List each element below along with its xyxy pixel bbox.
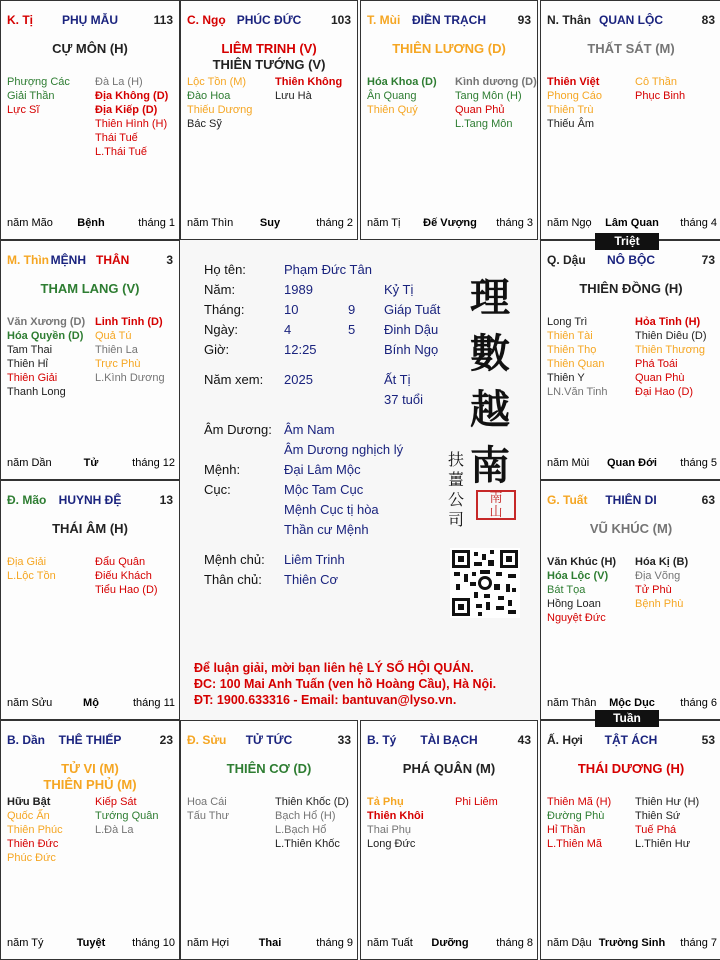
- star-column: [95, 555, 158, 597]
- amduong-value: Âm Nam: [284, 422, 335, 437]
- minor-star: Thái Tuế: [95, 132, 138, 144]
- palace-year: năm Hợi: [187, 937, 230, 949]
- palace-branch: N. Thân: [547, 13, 591, 27]
- minor-star: L.Tang Môn: [455, 118, 513, 130]
- minor-star: Bạch Hổ (H): [275, 810, 336, 822]
- minor-star: Tang Môn (H): [455, 90, 522, 102]
- main-stars: [365, 761, 533, 777]
- palace-year: năm Tý: [7, 937, 44, 949]
- minor-star: Bác Sỹ: [187, 118, 222, 130]
- palace-year: năm Thân: [547, 697, 597, 709]
- palace-name: TỬ TỨC: [245, 733, 293, 747]
- minor-star: L.Bạch Hổ: [275, 824, 327, 836]
- year-label: Năm:: [204, 282, 236, 297]
- day-can: Đinh Dậu: [384, 322, 439, 337]
- minor-star: Phá Toái: [635, 358, 678, 370]
- minor-star: Long Trì: [547, 316, 588, 328]
- minor-star: Thiên Không: [275, 76, 343, 88]
- minor-star: Thiên Tài: [547, 330, 593, 342]
- palace-cell: [0, 720, 180, 960]
- star-column: [95, 315, 165, 385]
- minor-star: Đà La (H): [95, 76, 143, 88]
- minor-star: L.Đà La: [95, 824, 134, 836]
- minor-star: Văn Xương (D): [7, 316, 86, 328]
- palace-phase: Suy: [259, 217, 281, 229]
- minor-star: Thiên Việt: [547, 76, 600, 88]
- palace-month: tháng 7: [680, 937, 717, 949]
- star-column: [367, 795, 424, 851]
- main-star: CỰ MÔN (H): [52, 41, 128, 56]
- palace-branch: B. Tý: [367, 733, 397, 747]
- palace-month: tháng 6: [680, 697, 717, 709]
- star-column: [635, 315, 707, 399]
- palace-footer: [547, 457, 717, 471]
- minor-star: Thiên Hình (H): [95, 118, 168, 130]
- palace-number: 3: [166, 253, 173, 267]
- palace-footer: [7, 457, 175, 471]
- minor-star: Hữu Bật: [7, 796, 51, 808]
- minor-star: Tuế Phá: [635, 824, 677, 836]
- main-star: THÁI ÂM (H): [52, 521, 128, 536]
- minor-star: Phúc Đức: [7, 852, 56, 864]
- main-star: THIÊN LƯƠNG (D): [392, 41, 506, 56]
- minor-star: Tướng Quân: [95, 810, 159, 822]
- palace-branch: M. Thìn: [7, 253, 49, 267]
- minor-star: Địa Không (D): [95, 90, 169, 102]
- main-star: THIÊN ĐỒNG (H): [579, 281, 683, 296]
- minor-star: Thiên Hỉ: [7, 358, 48, 370]
- star-column: [95, 795, 159, 837]
- minor-star: Điếu Khách: [95, 570, 152, 582]
- main-stars: [5, 521, 175, 537]
- minor-star: Thiên Giải: [7, 372, 58, 384]
- palace-name: THÊ THIẾP: [58, 733, 122, 747]
- palace-branch: T. Mùi: [367, 13, 401, 27]
- contact-block: [194, 660, 496, 708]
- palace-footer: [367, 937, 533, 951]
- year-can: Kỷ Tị: [384, 282, 414, 297]
- palace-name: PHÚC ĐỨC: [236, 13, 302, 27]
- minor-star: Thiên Y: [547, 372, 585, 384]
- palace-name: [7, 253, 173, 267]
- minor-star: Tử Phù: [635, 584, 672, 596]
- star-column: [7, 795, 63, 865]
- contact-line: Để luận giải, mời bạn liên hệ LÝ SỐ HỘI QUÁN.: [194, 661, 474, 675]
- palace-cell: [540, 480, 720, 720]
- star-column: [367, 75, 437, 117]
- view-year-can: Ất Tị: [384, 372, 411, 387]
- minor-star: Phượng Các: [7, 76, 70, 88]
- day-label: Ngày:: [204, 322, 238, 337]
- minor-star: Lưu Hà: [275, 90, 312, 102]
- minor-star: Thiên Khôi: [367, 810, 424, 822]
- star-column: [547, 555, 616, 625]
- minor-star: Thiên Mã (H): [547, 796, 612, 808]
- minor-star: Thiên Thọ: [547, 344, 597, 356]
- star-column: [187, 75, 252, 131]
- main-star: THẤT SÁT (M): [587, 41, 675, 56]
- main-star: VŨ KHÚC (M): [589, 521, 673, 536]
- star-column: [547, 795, 611, 851]
- minor-star: L.Kình Dương: [95, 372, 165, 384]
- minor-star: Lộc Tồn (M): [187, 76, 247, 88]
- palace-footer: [367, 217, 533, 231]
- minor-star: Phong Cáo: [547, 90, 603, 102]
- palace-branch: Đ. Mão: [7, 493, 47, 507]
- palace-cell: [540, 240, 720, 480]
- minor-star: Bệnh Phù: [635, 598, 684, 610]
- minor-star: Thiên Sứ: [635, 810, 681, 822]
- palace-branch: Đ. Sửu: [187, 733, 227, 747]
- minor-star: Ân Quang: [367, 90, 417, 102]
- qr-code-icon: [450, 548, 520, 618]
- palace-year: năm Mão: [7, 217, 53, 229]
- palace-branch: Q. Dậu: [547, 253, 586, 267]
- palace-cell: [360, 720, 538, 960]
- minor-star: Giải Thần: [7, 90, 55, 102]
- than-chu-label: Thân chủ:: [204, 572, 262, 587]
- minor-star: Hóa Khoa (D): [367, 76, 437, 88]
- cuc-note: Mệnh Cục tị hòa: [284, 502, 379, 517]
- palace-number: 63: [701, 493, 715, 507]
- minor-star: Thiên Phúc: [7, 824, 63, 836]
- main-star: THIÊN PHỦ (M): [43, 777, 137, 792]
- palace-number: 33: [337, 733, 351, 747]
- minor-star: Thiếu Dương: [187, 104, 253, 116]
- main-stars: [5, 281, 175, 297]
- minor-star: Thiếu Âm: [547, 118, 595, 130]
- palace-month: tháng 12: [132, 457, 175, 469]
- main-star: LIÊM TRINH (V): [221, 41, 317, 56]
- palace-phase: Tuyệt: [76, 937, 106, 949]
- main-stars: [5, 761, 175, 793]
- minor-star: L.Thái Tuế: [95, 146, 147, 158]
- palace-name: QUAN LỘC: [599, 13, 663, 27]
- palace-number: 103: [330, 13, 351, 27]
- palace-cell: [0, 480, 180, 720]
- palace-footer: [7, 937, 175, 951]
- main-stars: [545, 521, 717, 537]
- palace-phase: Trường Sinh: [598, 937, 666, 949]
- main-stars: [185, 41, 353, 73]
- palace-month: tháng 5: [680, 457, 717, 469]
- minor-star: Tấu Thư: [187, 810, 230, 822]
- minor-star: L.Thiên Khốc: [275, 838, 340, 850]
- star-column: [7, 555, 56, 583]
- minor-star: Quan Phù: [635, 372, 685, 384]
- cuc-label: Cục:: [204, 482, 231, 497]
- star-column: [635, 555, 688, 611]
- minor-star: Thiên Đức: [7, 838, 59, 850]
- palace-name: NÔ BỘC: [607, 253, 655, 267]
- palace-branch: Ấ. Hợi: [547, 733, 583, 747]
- palace-phase: Tử: [83, 457, 99, 469]
- palace-header: [7, 13, 173, 29]
- palace-branch: B. Dần: [7, 733, 46, 747]
- minor-star: Hồng Loan: [547, 598, 601, 610]
- palace-year: năm Thìn: [187, 217, 234, 229]
- main-star: THAM LANG (V): [40, 281, 140, 296]
- palace-footer: [547, 937, 717, 951]
- palace-phase: Mộc Dục: [609, 697, 655, 709]
- palace-month: tháng 11: [132, 697, 175, 709]
- minor-star: Thiên Thương: [635, 344, 706, 356]
- palace-header: [547, 493, 715, 509]
- minor-star: Đào Hoa: [187, 90, 231, 102]
- star-column: [455, 795, 498, 809]
- palace-cell: [360, 0, 538, 240]
- day-value: 4: [284, 322, 292, 337]
- minor-star: Văn Khúc (H): [547, 556, 617, 568]
- minor-star: Thai Phụ: [367, 824, 412, 836]
- menh-chu-label: Mệnh chủ:: [204, 552, 265, 567]
- palace-branch: C. Ngọ: [187, 13, 226, 27]
- minor-star: L.Thiên Hư: [635, 838, 691, 850]
- palace-month: tháng 9: [316, 937, 353, 949]
- palace-number: 13: [159, 493, 173, 507]
- hour-label: Giờ:: [204, 342, 230, 357]
- palace-phase: Quan Đới: [607, 457, 657, 469]
- minor-star: Hóa Kị (B): [635, 556, 689, 568]
- menh-value: Đại Lâm Mộc: [284, 462, 361, 477]
- minor-star: LN.Văn Tinh: [547, 386, 608, 398]
- minor-star: Bát Tọa: [547, 584, 586, 596]
- palace-name: ĐIỀN TRẠCH: [412, 13, 486, 27]
- palace-name: TẬT ÁCH: [604, 733, 658, 747]
- minor-star: Thiên Quan: [547, 358, 605, 370]
- palace-name: THIÊN DI: [605, 493, 657, 507]
- month-value: 10: [284, 302, 299, 317]
- than-note: Thần cư Mệnh: [284, 522, 369, 537]
- minor-star: Kình dương (D): [455, 76, 537, 88]
- palace-phase: Mộ: [83, 697, 99, 709]
- minor-star: Trực Phù: [95, 358, 141, 370]
- minor-star: Địa Kiếp (D): [95, 104, 158, 116]
- day-lunar: 5: [348, 322, 356, 337]
- minor-star: Hỏa Tinh (H): [635, 316, 701, 328]
- hour-value: 12:25: [284, 342, 317, 357]
- palace-number: 23: [159, 733, 173, 747]
- main-star: THIÊN TƯỚNG (V): [212, 57, 326, 72]
- minor-star: Nguyệt Đức: [547, 612, 606, 624]
- minor-star: Địa Võng: [635, 570, 681, 582]
- contact-address: ĐC: 100 Mai Anh Tuấn (ven hồ Hoàng Cầu), Hà Nội.: [194, 677, 497, 691]
- age-value: 37 tuổi: [384, 392, 424, 407]
- minor-star: Thiên Hư (H): [635, 796, 700, 808]
- palace-header: [187, 13, 351, 29]
- palace-branch: G. Tuất: [547, 493, 588, 507]
- palace-month: tháng 4: [680, 217, 717, 229]
- minor-star: Tả Phụ: [367, 796, 404, 808]
- star-column: [275, 75, 342, 103]
- palace-footer: [547, 217, 717, 231]
- seal-stamp: 南山: [476, 490, 516, 520]
- palace-phase: Dưỡng: [431, 937, 469, 949]
- minor-star: Linh Tinh (D): [95, 316, 163, 328]
- main-stars: [545, 761, 717, 777]
- hour-can: Bính Ngọ: [384, 342, 439, 357]
- minor-star: Đường Phù: [547, 810, 605, 822]
- month-lunar: 9: [348, 302, 356, 317]
- palace-number: 93: [517, 13, 531, 27]
- palace-footer: [187, 217, 353, 231]
- palace-phase: Đế Vượng: [423, 217, 477, 229]
- palace-year: năm Dần: [7, 457, 52, 469]
- palace-number: 43: [517, 733, 531, 747]
- main-stars: [545, 281, 717, 297]
- star-column: [547, 315, 608, 399]
- name-value: Phạm Đức Tân: [284, 262, 372, 277]
- main-stars: [545, 41, 717, 57]
- palace-year: năm Ngọ: [547, 217, 592, 229]
- palace-name-text: MỆNH: [50, 253, 86, 267]
- tuan-tag: Tuần: [595, 710, 659, 727]
- view-year-value: 2025: [284, 372, 313, 387]
- main-star: TỬ VI (M): [61, 761, 119, 776]
- palace-footer: [7, 217, 175, 231]
- minor-star: Địa Giải: [7, 556, 47, 568]
- palace-month: tháng 8: [496, 937, 533, 949]
- minor-star: Lực Sĩ: [7, 104, 40, 116]
- palace-footer: [187, 937, 353, 951]
- palace-cell: [0, 0, 180, 240]
- minor-star: Thiên Diêu (D): [635, 330, 707, 342]
- menh-chu-value: Liêm Trinh: [284, 552, 345, 567]
- amduong-note: Âm Dương nghịch lý: [284, 442, 404, 457]
- palace-year: năm Tị: [367, 217, 401, 229]
- contact-phone-email: ĐT: 1900.633316 - Email: bantuvan@lyso.vn.: [194, 693, 457, 707]
- palace-month: tháng 2: [316, 217, 353, 229]
- amduong-label: Âm Dương:: [204, 422, 272, 437]
- main-stars: [365, 41, 533, 57]
- minor-star: L.Lộc Tồn: [7, 570, 56, 582]
- palace-branch: K. Tị: [7, 13, 33, 27]
- main-stars: [5, 41, 175, 57]
- palace-year: năm Sửu: [7, 697, 53, 709]
- minor-star: Thiên Trù: [547, 104, 594, 116]
- calligraphy-side: 扶薑公司: [447, 450, 464, 529]
- triet-tag: Triệt: [595, 233, 659, 250]
- palace-phase: Thai: [258, 937, 282, 949]
- minor-star: Long Đức: [367, 838, 416, 850]
- minor-star: Phục Binh: [635, 90, 686, 102]
- star-column: [7, 75, 70, 117]
- palace-header: [7, 733, 173, 749]
- star-column: [95, 75, 168, 159]
- palace-year: năm Dậu: [547, 937, 592, 949]
- minor-star: Hoa Cái: [187, 796, 227, 808]
- main-star: THÁI DƯƠNG (H): [577, 761, 685, 776]
- minor-star: Thiên Quý: [367, 104, 418, 116]
- minor-star: Thanh Long: [7, 386, 66, 398]
- minor-star: Đại Hao (D): [635, 386, 694, 398]
- star-column: [187, 795, 229, 823]
- minor-star: Tam Thai: [7, 344, 53, 356]
- palace-month: tháng 1: [138, 217, 175, 229]
- star-column: [635, 795, 699, 851]
- palace-footer: [547, 697, 717, 711]
- palace-cell: [180, 720, 358, 960]
- palace-name: PHỤ MẪU: [62, 13, 118, 27]
- palace-header: [547, 253, 715, 269]
- minor-star: Kiếp Sát: [95, 796, 137, 808]
- palace-number: 53: [701, 733, 715, 747]
- palace-header: [7, 253, 173, 269]
- palace-cell: [180, 0, 358, 240]
- menh-label: Mệnh:: [204, 462, 241, 477]
- minor-star: Quả Tú: [95, 330, 132, 342]
- month-label: Tháng:: [204, 302, 245, 317]
- calligraphy-main: 理數越南: [470, 274, 510, 489]
- star-column: [547, 75, 602, 131]
- palace-phase: Bệnh: [77, 217, 105, 229]
- palace-year: năm Mùi: [547, 457, 590, 469]
- palace-name: TÀI BẠCH: [420, 733, 478, 747]
- palace-header: [547, 13, 715, 29]
- star-column: [275, 795, 349, 851]
- minor-star: Phi Liêm: [455, 796, 498, 808]
- main-stars: [185, 761, 353, 777]
- palace-year: năm Tuất: [367, 937, 413, 949]
- palace-name-than: THÂN: [96, 253, 130, 267]
- main-star: PHÁ QUÂN (M): [402, 761, 496, 776]
- minor-star: Cô Thần: [635, 76, 677, 88]
- main-star: THIÊN CƠ (D): [226, 761, 312, 776]
- palace-cell: [540, 720, 720, 960]
- palace-cell: [0, 240, 180, 480]
- minor-star: Thiên La: [95, 344, 138, 356]
- minor-star: Quan Phủ: [455, 104, 505, 116]
- minor-star: L.Thiên Mã: [547, 838, 603, 850]
- minor-star: Hóa Lộc (V): [547, 570, 609, 582]
- view-year-label: Năm xem:: [204, 372, 264, 387]
- minor-star: Hóa Quyền (D): [7, 330, 84, 342]
- palace-number: 113: [153, 13, 173, 27]
- than-chu-value: Thiên Cơ: [284, 572, 339, 587]
- minor-star: Quốc Ấn: [7, 810, 50, 822]
- year-value: 1989: [284, 282, 313, 297]
- palace-number: 73: [701, 253, 715, 267]
- palace-phase: Lâm Quan: [605, 217, 659, 229]
- palace-month: tháng 10: [132, 937, 175, 949]
- name-label: Họ tên:: [204, 262, 246, 277]
- palace-header: [7, 493, 173, 509]
- palace-header: [547, 733, 715, 749]
- star-column: [635, 75, 685, 103]
- palace-cell: [540, 0, 720, 240]
- minor-star: Tiểu Hao (D): [95, 584, 158, 596]
- month-can: Giáp Tuất: [384, 302, 441, 317]
- star-column: [455, 75, 537, 131]
- palace-header: [367, 733, 531, 749]
- palace-header: [367, 13, 531, 29]
- palace-header: [187, 733, 351, 749]
- minor-star: Hỉ Thần: [547, 824, 586, 836]
- minor-star: Đẩu Quân: [95, 556, 146, 568]
- star-column: [7, 315, 85, 399]
- minor-star: Thiên Khốc (D): [275, 796, 349, 808]
- chart-info-panel: [180, 240, 540, 720]
- palace-name: HUYNH ĐỆ: [58, 493, 122, 507]
- palace-footer: [7, 697, 175, 711]
- cuc-value: Mộc Tam Cục: [284, 482, 364, 497]
- palace-month: tháng 3: [496, 217, 533, 229]
- palace-number: 83: [701, 13, 715, 27]
